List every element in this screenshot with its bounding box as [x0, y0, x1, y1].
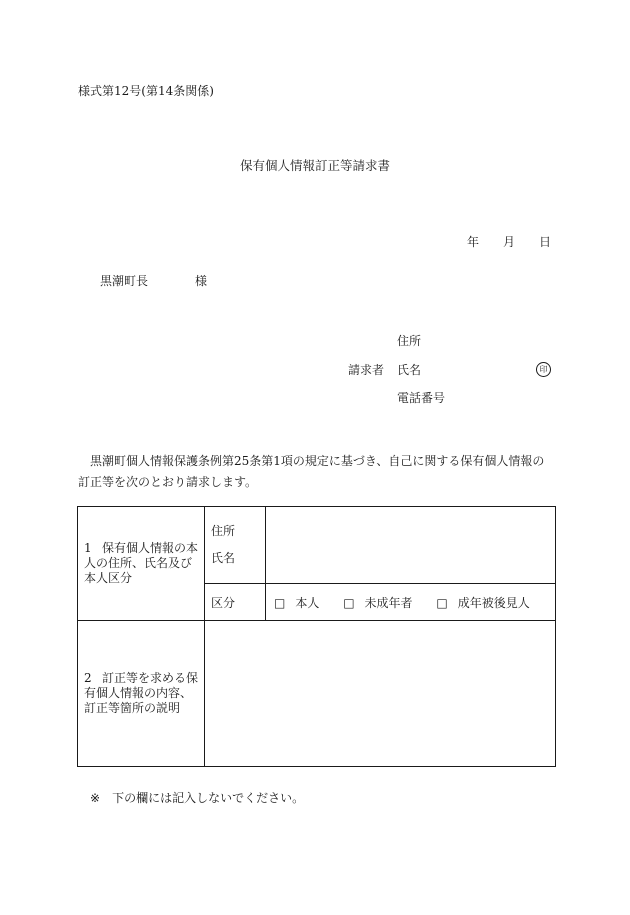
option-adult-ward[interactable]: □ 成年被後見人 — [436, 595, 530, 610]
address-name-labels — [205, 507, 266, 584]
table-row — [78, 507, 556, 584]
note-text: 下の欄には記入しないでください。 — [112, 791, 305, 805]
request-statement: 黒潮町個人情報保護条例第25条第1項の規定に基づき、自己に関する保有個人情報の訂正等を次のとおり請求します。 — [78, 454, 545, 489]
request-table — [77, 506, 556, 767]
checkbox-icon[interactable]: □ — [274, 595, 286, 610]
category-options — [266, 584, 556, 621]
option-minor[interactable]: □ 未成年者 — [343, 595, 413, 610]
note — [90, 792, 304, 804]
identity-label-cell — [78, 507, 205, 621]
checkbox-icon[interactable]: □ — [436, 595, 448, 610]
table-row — [78, 621, 556, 767]
date-month: 月 — [503, 235, 516, 249]
category-label: 区分 — [205, 584, 266, 621]
seal-mark: 印 — [536, 362, 551, 377]
identity-label: 保有個人情報の本人の住所、氏名及び本人区分 — [84, 541, 199, 585]
document-title: 保有個人情報訂正等請求書 — [239, 158, 390, 173]
addressee-honorific: 様 — [195, 274, 208, 288]
date-day: 日 — [539, 235, 552, 249]
address-label: 住所 — [211, 524, 236, 538]
requester-name-label: 氏名 — [397, 363, 422, 377]
correction-label: 訂正等を求める保有個人情報の内容、訂正等箇所の説明 — [84, 671, 199, 715]
form-number: 様式第12号(第14条関係) — [78, 84, 214, 98]
requester-label: 請求者 — [348, 363, 385, 377]
row-number: 1 — [84, 541, 92, 555]
checkbox-icon[interactable]: □ — [343, 595, 355, 610]
date-year: 年 — [467, 235, 480, 249]
address-name-field[interactable] — [266, 507, 556, 584]
addressee-name: 黒潮町長 — [100, 274, 149, 288]
row-number: 2 — [84, 671, 92, 685]
correction-content-field[interactable] — [205, 621, 556, 767]
correction-label-cell — [78, 621, 205, 767]
name-label: 氏名 — [211, 551, 236, 565]
option-self[interactable]: □ 本人 — [274, 595, 320, 610]
note-mark: ※ — [90, 791, 101, 805]
requester-phone-label: 電話番号 — [397, 391, 446, 405]
requester-address-label: 住所 — [397, 334, 422, 348]
